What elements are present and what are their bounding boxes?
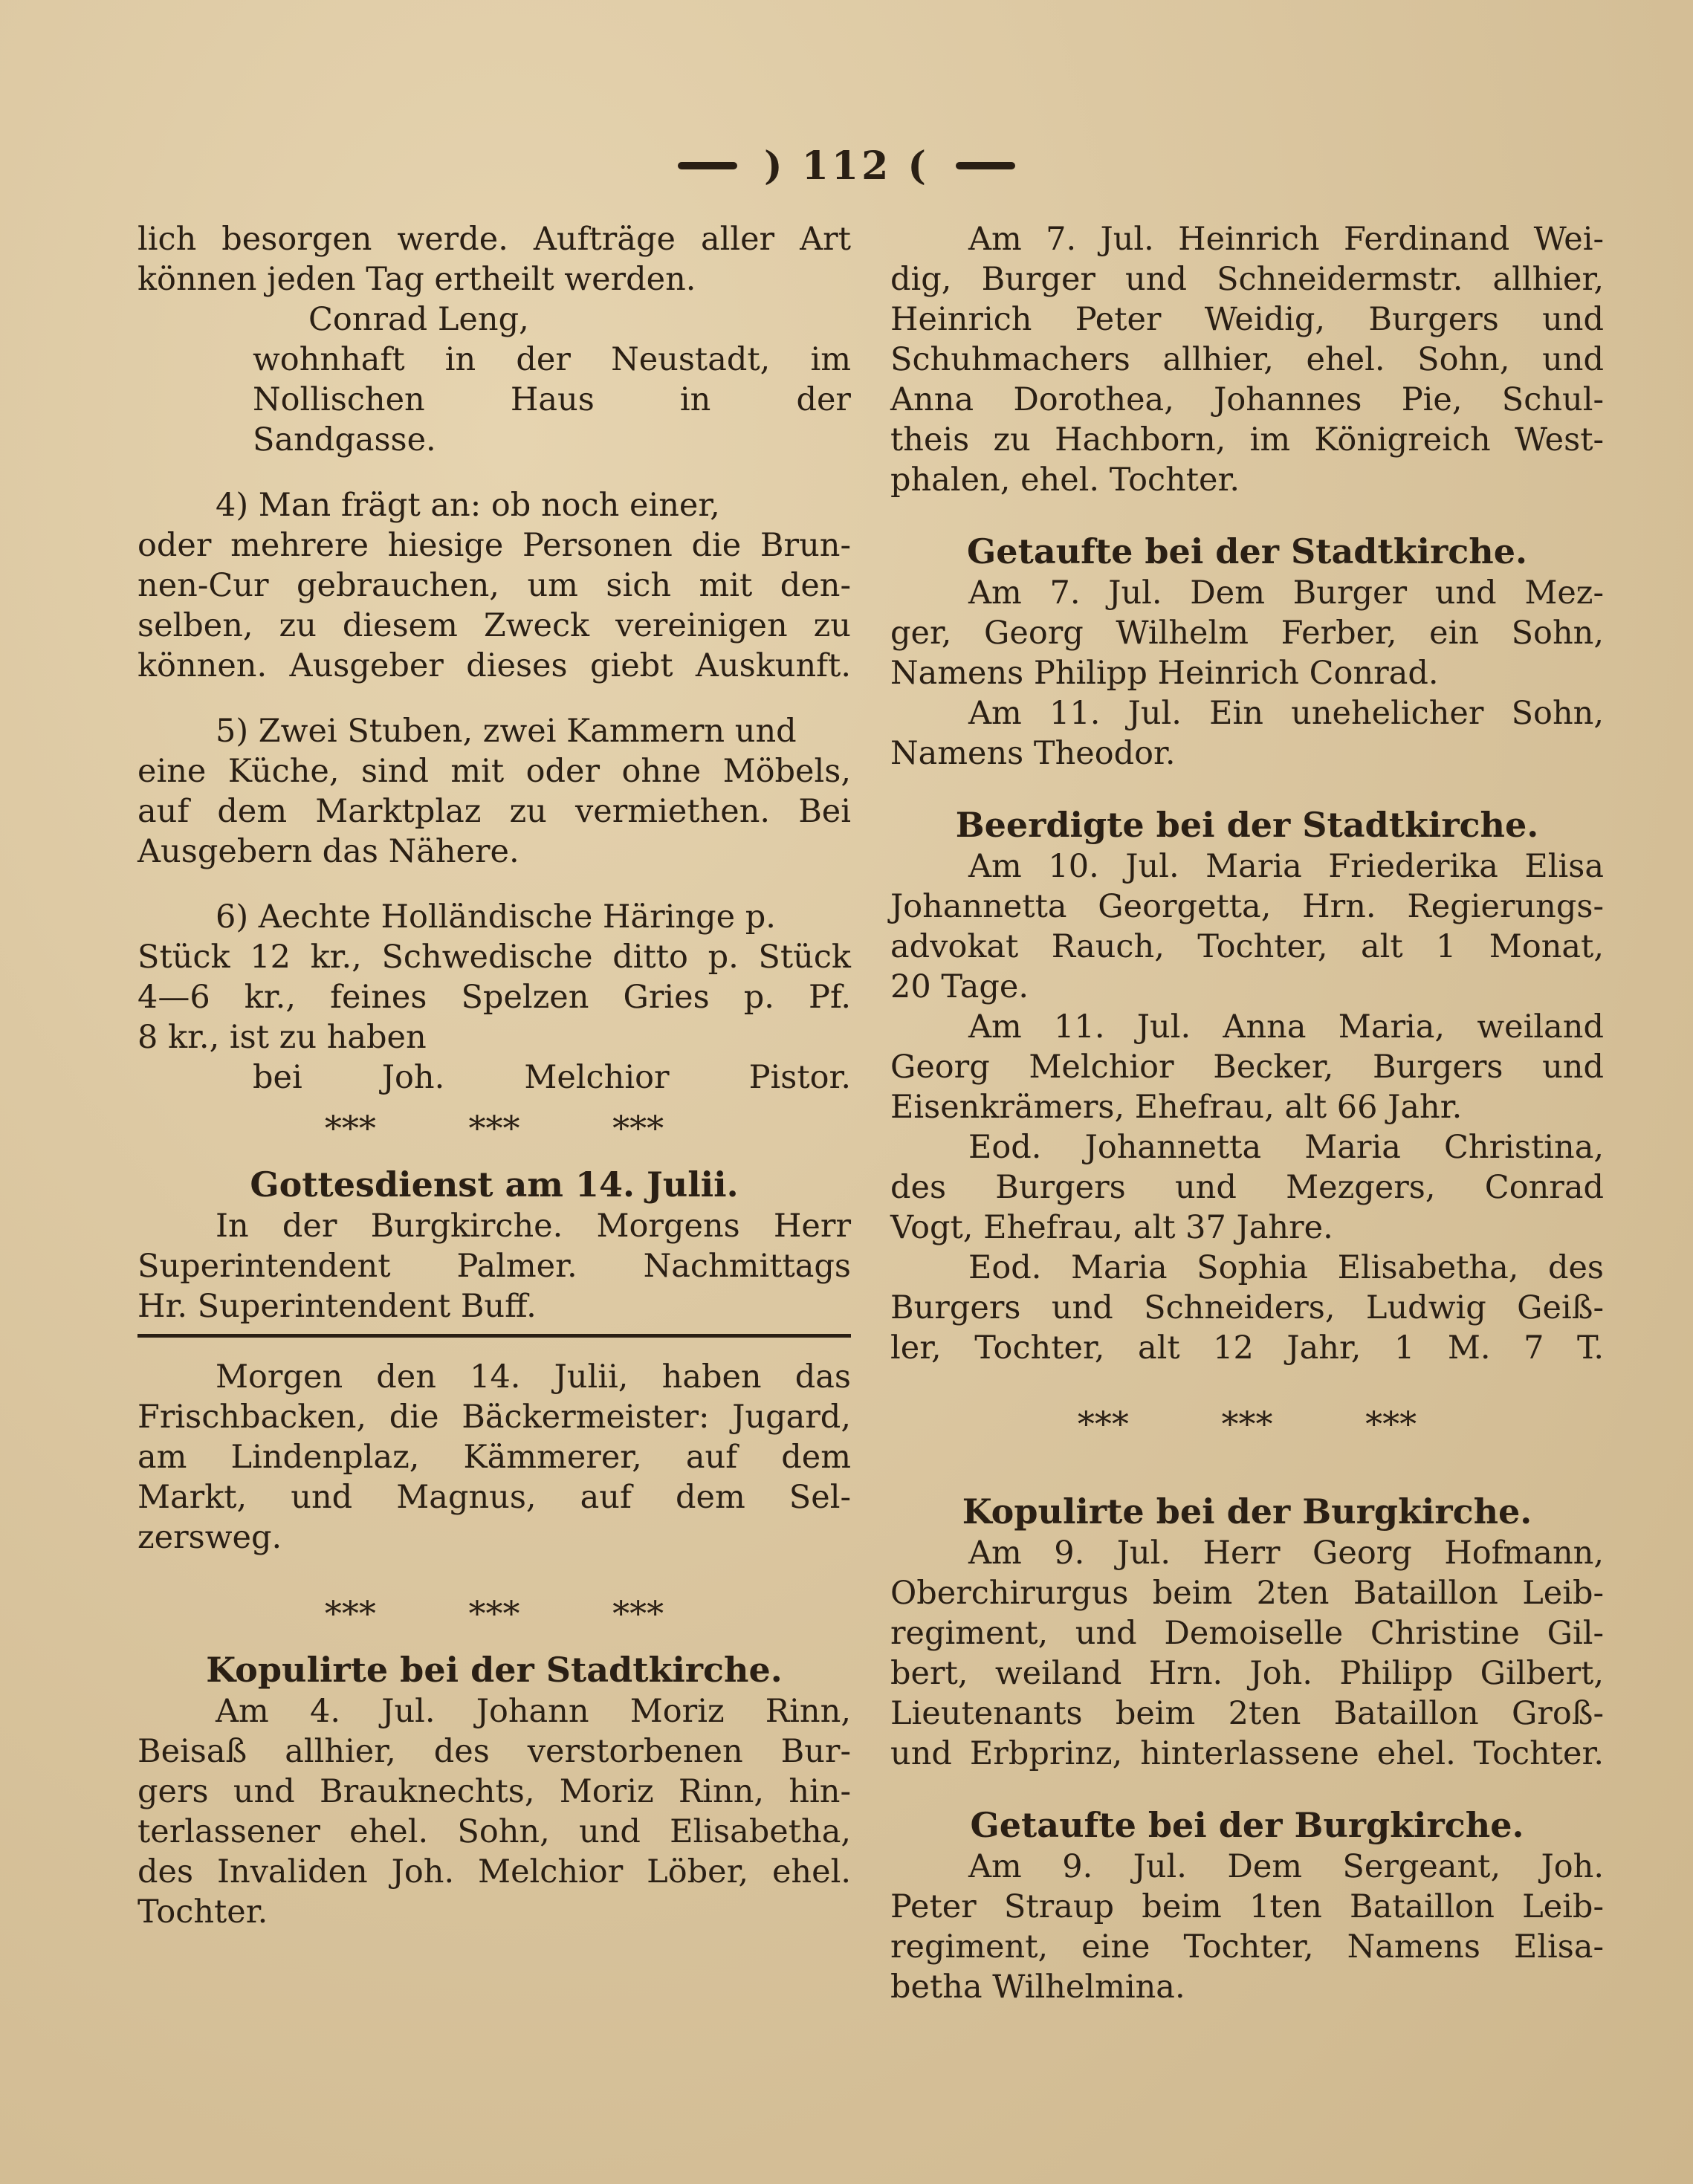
asterism-divider: *** *** *** [324, 1593, 664, 1633]
page-number: ) 112 ( [764, 143, 929, 189]
text-line: Johannetta Georgetta, Hrn. Regierungs- [890, 888, 1604, 925]
page-header [0, 140, 1693, 192]
text-line: Am 9. Jul. Dem Sergeant, Joh. [968, 1848, 1604, 1885]
text-line: regiment, eine Tochter, Namens Elisa- [890, 1928, 1604, 1966]
section-heading: Beerdigte bei der Stadtkirche. [955, 805, 1539, 845]
text-line: Am 10. Jul. Maria Friederika Elisa [968, 848, 1604, 885]
text-line: Peter Straup beim 1ten Bataillon Leib- [890, 1888, 1604, 1925]
text-line: eine Küche, sind mit oder ohne Möbels, [137, 753, 851, 790]
text-line: Schuhmachers allhier, ehel. Sohn, und [890, 341, 1604, 378]
text-line: Frischbacken, die Bäckermeister: Jugard, [137, 1399, 851, 1436]
text-line: können jeden Tag ertheilt werden. [137, 261, 696, 298]
text-line: terlassener ehel. Sohn, und Elisabetha, [137, 1813, 851, 1850]
text-line: Am 11. Jul. Ein unehelicher Sohn, [968, 695, 1604, 732]
text-line: gers und Brauknechts, Moriz Rinn, hin- [137, 1773, 851, 1810]
paragraph-gap [890, 1368, 1604, 1393]
signature-line: bei Joh. Melchior Pistor. [253, 1059, 851, 1096]
text-line: auf dem Marktplaz zu vermiethen. Bei [137, 793, 851, 830]
text-line: theis zu Hachborn, im Königreich West- [890, 421, 1604, 458]
text-line: Tochter. [137, 1893, 268, 1931]
text-line: betha Wilhelmina. [890, 1968, 1185, 2006]
text-line: Am 7. Jul. Dem Burger und Mez- [968, 574, 1604, 612]
paragraph-gap [890, 1774, 1604, 1799]
signature-line: Nollischen Haus in der [253, 381, 851, 418]
text-line: am Lindenplaz, Kämmerer, auf dem [137, 1439, 851, 1476]
text-line: Namens Philipp Heinrich Conrad. [890, 655, 1439, 692]
paragraph-gap [890, 500, 1604, 525]
text-line: nen-Cur gebrauchen, um sich mit den- [137, 567, 851, 604]
header-dash-right [956, 162, 1015, 169]
asterism-divider: *** *** *** [1077, 1404, 1417, 1444]
text-line: selben, zu diesem Zweck vereinigen zu [137, 607, 851, 644]
text-line: Anna Dorothea, Johannes Pie, Schul- [890, 381, 1604, 418]
text-line: Superintendent Palmer. Nachmittags [137, 1248, 851, 1285]
text-line: 20 Tage. [890, 968, 1029, 1005]
signature-line: Sandgasse. [253, 421, 436, 458]
text-line: zersweg. [137, 1519, 282, 1556]
header-dash-left [678, 162, 737, 169]
text-line: ler, Tochter, alt 12 Jahr, 1 M. 7 T. [890, 1329, 1604, 1367]
text-line: Burgers und Schneiders, Ludwig Geiß- [890, 1289, 1604, 1326]
text-line: Eisenkrämers, Ehefrau, alt 66 Jahr. [890, 1089, 1463, 1126]
paragraph-gap [137, 686, 851, 711]
section-heading: Gottesdienst am 14. Julii. [250, 1164, 739, 1205]
text-line: Vogt, Ehefrau, alt 37 Jahre. [890, 1209, 1333, 1246]
text-line: 4—6 kr., feines Spelzen Gries p. Pf. [137, 979, 851, 1016]
text-line: Am 7. Jul. Heinrich Ferdinand Wei- [968, 221, 1604, 258]
signature-name: Conrad Leng, [308, 301, 529, 338]
section-heading: Kopulirte bei der Burgkirche. [962, 1491, 1532, 1532]
text-line: 8 kr., ist zu haben [137, 1019, 427, 1056]
left-column [137, 219, 851, 1932]
text-line: des Invaliden Joh. Melchior Löber, ehel. [137, 1853, 851, 1890]
text-line: Beisaß allhier, des verstorbenen Bur- [137, 1733, 851, 1770]
separator-rule [137, 1334, 851, 1338]
text-line: dig, Burger und Schneidermstr. allhier, [890, 261, 1604, 298]
text-line: Eod. Maria Sophia Elisabetha, des [968, 1249, 1604, 1286]
text-line: bert, weiland Hrn. Joh. Philipp Gilbert, [890, 1655, 1604, 1692]
asterism-divider: *** *** *** [324, 1108, 664, 1148]
right-column [890, 219, 1604, 2007]
paragraph-gap [890, 774, 1604, 799]
text-line: Markt, und Magnus, auf dem Sel- [137, 1479, 851, 1516]
text-line: Hr. Superintendent Buff. [137, 1288, 537, 1325]
text-line: Lieutenants beim 2ten Bataillon Groß- [890, 1695, 1604, 1732]
text-line: phalen, ehel. Tochter. [890, 461, 1240, 499]
text-line: und Erbprinz, hinterlassene ehel. Tochter. [890, 1735, 1604, 1772]
text-line: Morgen den 14. Julii, haben das [216, 1358, 851, 1396]
text-line: regiment, und Demoiselle Christine Gil- [890, 1615, 1604, 1652]
text-line: 4) Man frägt an: ob noch einer, [216, 487, 720, 524]
text-line: oder mehrere hiesige Personen die Brun- [137, 527, 851, 564]
text-line: Am 9. Jul. Herr Georg Hofmann, [968, 1535, 1604, 1572]
text-line: lich besorgen werde. Aufträge aller Art [137, 221, 851, 258]
section-heading: Getaufte bei der Stadtkirche. [967, 531, 1527, 571]
text-line: Ausgebern das Nähere. [137, 833, 519, 870]
section-heading: Getaufte bei der Burgkirche. [970, 1805, 1524, 1845]
text-line: Eod. Johannetta Maria Christina, [968, 1129, 1604, 1166]
text-line: des Burgers und Mezgers, Conrad [890, 1169, 1604, 1206]
text-line: In der Burgkirche. Morgens Herr [216, 1208, 851, 1245]
text-line: Namens Theodor. [890, 735, 1176, 772]
text-line: 6) Aechte Holländische Häringe p. [216, 898, 776, 936]
section-heading: Kopulirte bei der Stadtkirche. [206, 1650, 783, 1690]
paragraph-gap [137, 872, 851, 897]
text-line: Georg Melchior Becker, Burgers und [890, 1049, 1604, 1086]
signature-line: wohnhaft in der Neustadt, im [253, 341, 851, 378]
text-line: ger, Georg Wilhelm Ferber, ein Sohn, [890, 615, 1604, 652]
text-line: Am 4. Jul. Johann Moriz Rinn, [216, 1693, 851, 1730]
text-line: Stück 12 kr., Schwedische ditto p. Stück [137, 939, 851, 976]
text-line: können. Ausgeber dieses giebt Auskunft. [137, 647, 851, 684]
text-line: Heinrich Peter Weidig, Burgers und [890, 301, 1604, 338]
text-line: advokat Rauch, Tochter, alt 1 Monat, [890, 928, 1604, 965]
text-line: Am 11. Jul. Anna Maria, weiland [968, 1008, 1604, 1046]
text-line: 5) Zwei Stuben, zwei Kammern und [216, 713, 797, 750]
paragraph-gap [890, 1460, 1604, 1485]
paragraph-gap [137, 1558, 851, 1583]
text-line: Oberchirurgus beim 2ten Bataillon Leib- [890, 1575, 1604, 1612]
paragraph-gap [137, 460, 851, 485]
